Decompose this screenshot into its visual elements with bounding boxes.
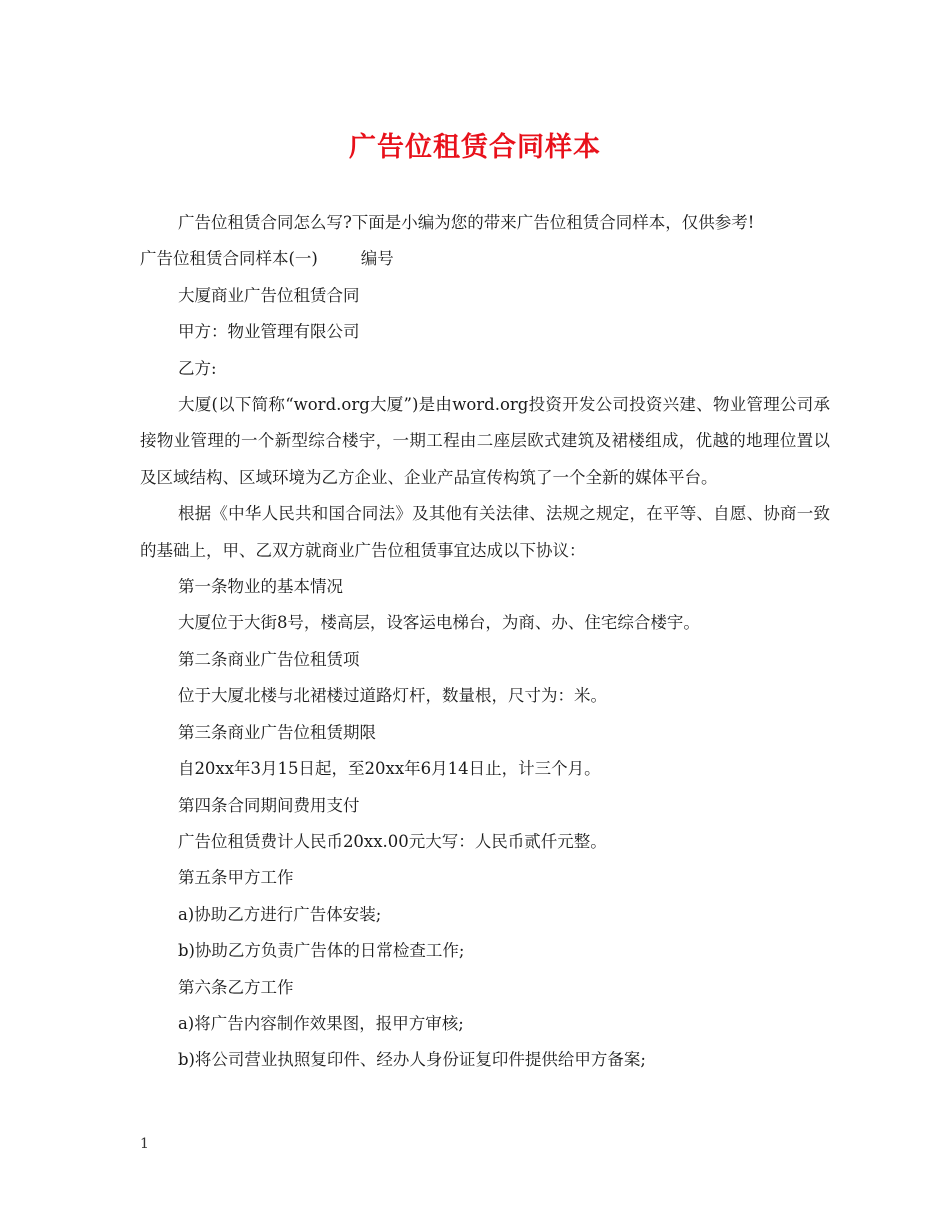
section-heading-line [140,241,830,277]
article-heading: 第五条甲方工作 [177,868,294,888]
article-heading: 第一条物业的基本情况 [177,577,343,597]
paragraph: 位于大厦北楼与北裙楼过道路灯杆，数量根，尺寸为：米。 [177,686,607,706]
article-heading: 第四条合同期间费用支付 [177,795,360,815]
paragraph: 甲方：物业管理有限公司 [177,322,360,342]
list-item: a)协助乙方进行广告体安装; [177,904,382,924]
number-label: 编号 [360,249,394,269]
document-title: 广告位租赁合同样本 [349,132,601,163]
paragraph: 广告位租赁费计人民币20xx.00元大写：人民币贰仟元整。 [177,831,607,851]
section-heading: 广告位租赁合同样本(一) [140,249,318,269]
article-heading: 第三条商业广告位租赁期限 [177,722,376,742]
paragraph: 自20xx年3月15日起，至20xx年6月14日止，计三个月。 [177,759,601,779]
document-body [140,205,830,1079]
paragraph: 乙方: [177,358,217,378]
intro-paragraph: 广告位租赁合同怎么写?下面是小编为您的带来广告位租赁合同样本，仅供参考! [177,213,755,232]
list-item: a)将广告内容制作效果图，报甲方审核; [177,1013,464,1033]
paragraph: 大厦位于大街8号，楼高层，设客运电梯台，为商、办、住宅综合楼宇。 [177,613,700,633]
article-heading: 第二条商业广告位租赁项 [177,649,360,669]
list-item: b)协助乙方负责广告体的日常检查工作; [177,941,465,961]
paragraph: 大厦(以下简称“word.org大厦”)是由word.org投资开发公司投资兴建、物业管理公司承接物业管理的一个新型综合楼宇，一期工程由二座层欧式建筑及裙楼组成，优越的地理位置以及区域结构、区域环境为乙方企业、企业产品宣传构筑了一个全新的媒体平台。 [140,395,830,487]
page-number: 1 [140,1136,149,1152]
list-item: b)将公司营业执照复印件、经办人身份证复印件提供给甲方备案; [177,1050,646,1070]
paragraph: 根据《中华人民共和国合同法》及其他有关法律、法规之规定，在平等、自愿、协商一致的基础上，甲、乙双方就商业广告位租赁事宜达成以下协议： [140,504,830,560]
paragraph: 大厦商业广告位租赁合同 [177,285,360,305]
article-heading: 第六条乙方工作 [177,977,294,997]
